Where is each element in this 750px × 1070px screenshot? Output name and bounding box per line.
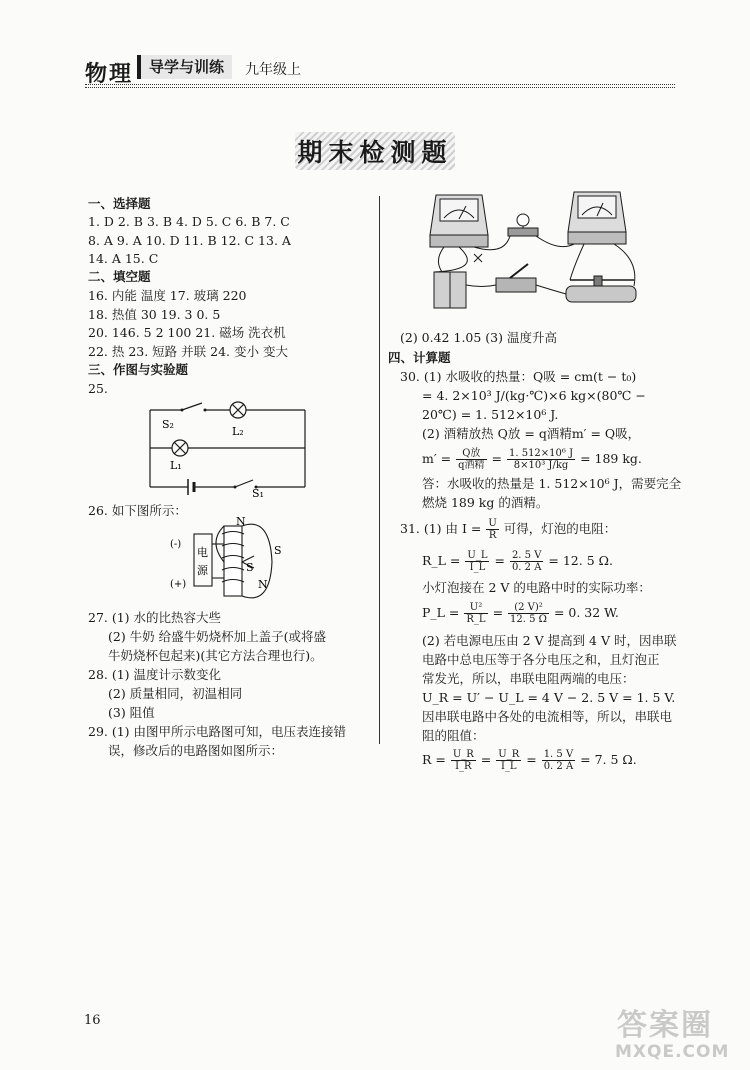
label-plus: (+): [170, 579, 187, 590]
mc-answers-1: 1. D 2. B 3. B 4. D 5. C 6. B 7. C: [88, 214, 290, 229]
q31-k-lhs: R =: [422, 752, 446, 767]
fill-16: 16. 内能 温度 17. 玻璃 220: [88, 288, 247, 303]
q25-number: 25.: [88, 381, 108, 396]
q31-e: (2) 若电源电压由 2 V 提高到 4 V 时，因串联: [422, 633, 677, 648]
frac-den: 12. 5 Ω: [510, 614, 547, 625]
q31-k: [422, 748, 637, 772]
watermark-mark: 答案圈: [617, 1008, 713, 1043]
fill-18: 18. 热值 30 19. 3 0. 5: [88, 307, 221, 322]
q30-e-frac1: [456, 448, 486, 471]
q31-d-eq: =: [492, 605, 504, 620]
q31-i: 因串联电路中各处的电流相等，所以，串联电: [422, 709, 673, 724]
q31-k-frac1: [451, 749, 476, 772]
frac-num: U: [488, 518, 497, 529]
label-s2: S₂: [162, 418, 174, 431]
q30-e-lhs: m′ =: [422, 451, 452, 466]
label-s1: S₁: [252, 487, 264, 500]
watermark: [615, 1000, 740, 1065]
q31-b-eq: =: [494, 553, 505, 568]
q26-text: 26. 如下图所示：: [88, 503, 187, 518]
q30-a: 30. (1) 水吸收的热量：Q吸 = cm(t − t₀): [400, 369, 637, 384]
q31-k-result: = 7. 5 Ω.: [580, 752, 637, 767]
frac-den: I_R: [455, 761, 472, 772]
section-experiment: 三、作图与实验题: [88, 362, 189, 377]
label-l2: L₂: [232, 425, 244, 438]
label-minus: (-): [170, 539, 182, 550]
q30-f: 答：水吸收的热量是 1. 512×10⁶ J，需要完全: [422, 476, 682, 491]
circuit-diagram-25: [140, 395, 315, 505]
frac-den: 0. 2 A: [511, 562, 542, 573]
q30-b: = 4. 2×10³ J/(kg·℃)×6 kg×(80℃ −: [422, 388, 646, 403]
q31-d-frac2: [508, 602, 549, 625]
q31-b-frac1: [465, 550, 489, 573]
q30-g: 燃烧 189 kg 的酒精。: [422, 495, 549, 510]
q31-d: [422, 601, 619, 625]
frac-num: U_L: [467, 550, 488, 561]
label-l1: L₁: [170, 459, 182, 472]
q31-d-frac1: [464, 602, 487, 625]
frac-num: 1. 5 V: [543, 749, 574, 760]
mc-answers-2: 8. A 9. A 10. D 11. B 12. C 13. A: [88, 233, 291, 248]
header-grade: 九年级上: [245, 62, 301, 78]
q31-a: [400, 517, 616, 541]
q27-a: 27. (1) 水的比热容大些: [88, 610, 222, 625]
frac-num: Q放: [456, 448, 486, 460]
q27-b: (2) 牛奶 给盛牛奶烧杯加上盖子(或将盛: [108, 629, 327, 644]
q28-c: (3) 阻值: [108, 705, 155, 720]
coil-diagram-26: [170, 516, 300, 608]
q27-c: 牛奶烧杯包起来)(其它方法合理也行)。: [108, 648, 323, 663]
frac-den: 8×10³ J/kg: [513, 460, 569, 471]
frac-den: I_L: [469, 562, 486, 573]
q31-k-frac2: [496, 749, 521, 772]
q31-a-post: 可得，灯泡的电阻：: [503, 521, 617, 536]
q30-c: 20℃) = 1. 512×10⁶ J.: [422, 407, 559, 422]
page-number: 16: [84, 1013, 101, 1028]
frac-den: I_L: [500, 761, 517, 772]
label-source-1: 电: [197, 546, 208, 559]
q31-f: 电路中总电压等于各分电压之和，且灯泡正: [422, 652, 660, 667]
q30-e-eq: =: [491, 451, 502, 466]
frac-num: U²: [464, 602, 487, 614]
frac-den: R: [488, 530, 497, 541]
apparatus-illustration: [424, 190, 654, 325]
frac-num: U_R: [452, 749, 474, 760]
q30-e: [422, 447, 642, 471]
header-subject: 物理: [85, 61, 134, 87]
frac-num: (2 V)²: [508, 602, 549, 614]
header-series: 导学与训练: [137, 55, 232, 79]
q30-e-result: = 189 kg.: [580, 451, 642, 466]
frac-num: 2. 5 V: [511, 550, 542, 561]
frac-den: q酒精: [458, 460, 485, 471]
q31-k-eq1: =: [480, 752, 492, 767]
q31-b-frac2: [510, 550, 543, 573]
q30-e-frac2: [507, 448, 575, 471]
column-divider: [379, 196, 380, 744]
page-header: [85, 55, 675, 89]
q28-b: (2) 质量相同，初温相同: [108, 686, 243, 701]
watermark-url: MXQE.COM: [615, 1042, 730, 1062]
q31-c: 小灯泡接在 2 V 的电路中时的实际功率：: [422, 580, 651, 595]
q31-a-pre: 31. (1) 由 I =: [400, 521, 482, 536]
q28-a: 28. (1) 温度计示数变化: [88, 667, 222, 682]
q29-b: 误，修改后的电路图如图所示：: [108, 743, 284, 758]
label-s-left: S: [246, 561, 254, 574]
q31-a-frac: [486, 518, 498, 541]
label-n-bottom: N: [258, 578, 268, 591]
q31-b-result: = 12. 5 Ω.: [548, 553, 613, 568]
fill-20: 20. 146. 5 2 100 21. 磁场 洗衣机: [88, 325, 286, 340]
q31-j: 阻的阻值：: [422, 728, 485, 743]
label-n-top: N: [236, 516, 246, 528]
frac-den: R_L: [466, 614, 486, 625]
header-rule-2: [85, 87, 675, 88]
page-title: 期末检测题: [297, 138, 453, 167]
q29-answer: (2) 0.42 1.05 (3) 温度升高: [400, 330, 557, 345]
q29-a: 29. (1) 由图甲所示电路图可知，电压表连接错: [88, 724, 347, 739]
section-fill: 二、填空题: [88, 269, 151, 284]
section-calc: 四、计算题: [388, 350, 451, 365]
mc-answers-3: 14. A 15. C: [88, 251, 159, 266]
q31-d-lhs: P_L =: [422, 605, 460, 620]
fill-22: 22. 热 23. 短路 并联 24. 变小 变大: [88, 344, 288, 359]
q31-k-frac3: [542, 749, 575, 772]
header-rule: [85, 84, 675, 85]
frac-den: 0. 2 A: [543, 761, 574, 772]
label-s-right: S: [274, 544, 282, 557]
section-choice: 一、选择题: [88, 196, 151, 211]
q31-h: U_R = U′ − U_L = 4 V − 2. 5 V = 1. 5 V.: [422, 690, 676, 705]
q31-b-lhs: R_L =: [422, 553, 461, 568]
frac-num: U_R: [498, 749, 520, 760]
q31-d-result: = 0. 32 W.: [553, 605, 619, 620]
q31-k-eq2: =: [526, 752, 537, 767]
q31-b: [422, 549, 613, 573]
q30-d: (2) 酒精放热 Q放 = q酒精m′ = Q吸，: [422, 426, 641, 441]
label-source-2: 源: [197, 564, 208, 577]
frac-num: 1. 512×10⁶ J: [508, 448, 574, 459]
q31-g: 常发光，所以，串联电阻两端的电压：: [422, 671, 635, 686]
